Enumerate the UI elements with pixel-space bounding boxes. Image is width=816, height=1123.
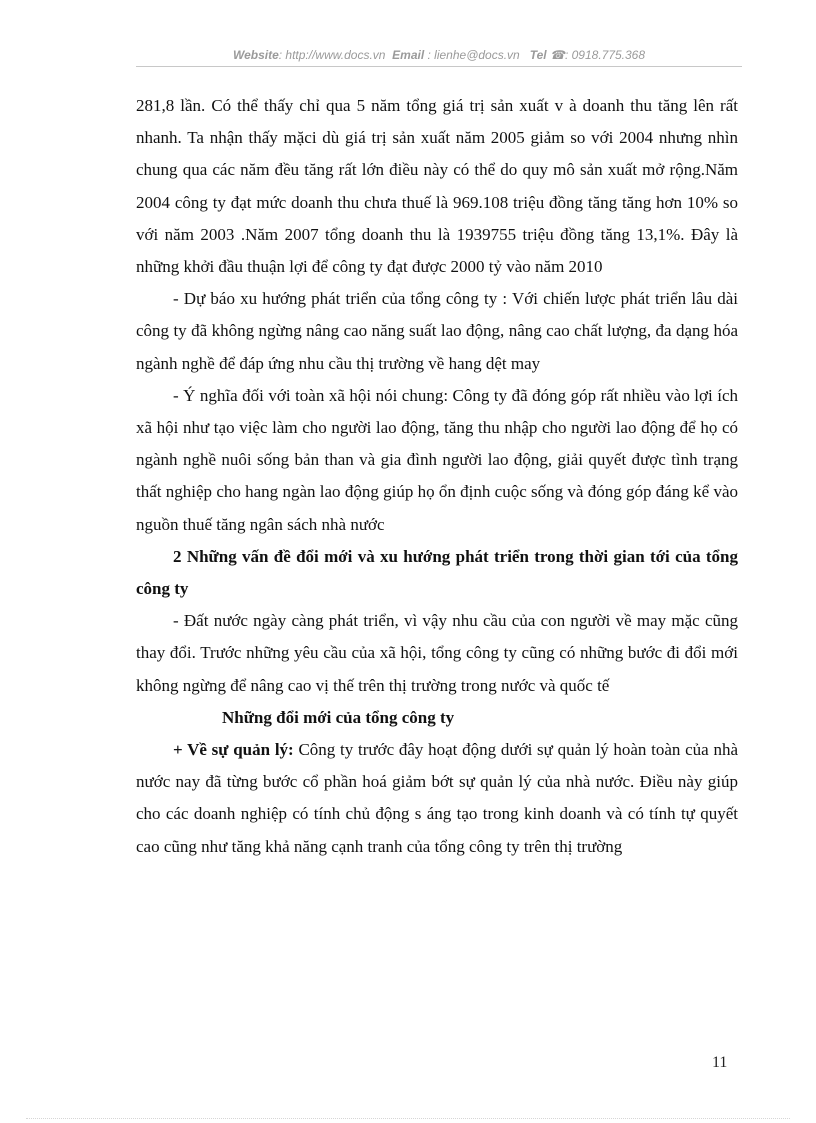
email-value: : lienhe@docs.vn [427,48,520,62]
paragraph-revenue: 281,8 lần. Có thể thấy chỉ qua 5 năm tổng giá trị sản xuất v à doanh thu tăng lên rất nhanh. Ta nhận thấy mặci dù giá trị sản xuất năm 2005 giảm so với 2004 nhưng nhìn chung qua các năm đều tăng rất lớn điều này có thể do quy mô sản xuất mở rộng.Năm 2004 công ty đạt mức doanh thu chưa thuế là 969.108 triệu đồng tăng tăng hơn 10% so với năm 2003 .Năm 2007 tổng doanh thu là 1939755 triệu đồng tăng 13,1%. Đây là những khởi đầu thuận lợi để công ty đạt được 2000 tỷ vào năm 2010 [136,96,738,277]
paragraph-country-development: - Đất nước ngày càng phát triển, vì vậy nhu cầu của con người về may mặc cũng thay đổi. Trước những yêu cầu của xã hội, tổng công ty cũng có những bước đi đổi mới không ngừng để nâng cao vị thế trên thị trường trong nước và quốc tế [136,611,738,695]
page-body [136,90,738,863]
tel-label: Tel [529,48,547,62]
page-header [136,44,742,67]
website-label: Website [232,48,279,62]
paragraph-social-meaning: - Ý nghĩa đối với toàn xã hội nói chung: Công ty đã đóng góp rất nhiều vào lợi ích xã hội như tạo việc làm cho người lao động, tăng thu nhập cho người lao động để họ có ngành nghề nuôi sống bản than và gia đình người lao động, giải quyết được tình trạng thất nghiệp cho hang ngàn lao động giúp họ ổn định cuộc sống và đóng góp đáng kể vào nguồn thuế tăng ngân sách nhà nước [136,385,738,534]
email-label: Email [392,48,425,62]
management-text: Công ty trước đây hoạt động dưới sự quản lý hoàn toàn của nhà nước nay đã từng bước cổ phần hoá giảm bớt sự quản lý của nhà nước. Điều này giúp cho các doanh nghiệp có tính chủ động s áng tạo trong kinh doanh và có tính tự quyết cao cũng như tăng khả năng cạnh tranh của tổng công ty trên thị trường [136,740,738,856]
subsection-heading: Những đổi mới của tổng công ty [222,707,455,727]
phone-icon: ☎ [550,48,565,62]
tel-value: : 0918.775.368 [564,48,646,62]
footer-divider [26,1118,790,1119]
page-number: 11 [712,1054,728,1071]
paragraph-forecast: - Dự báo xu hướng phát triển của tổng công ty : Với chiến lược phát triển lâu dài công ty đã không ngừng nâng cao năng suất lao động, nâng cao chất lượng, đa dạng hóa ngành nghề để đáp ứng nhu cầu thị trường về hang dệt may [136,289,738,373]
section-heading: 2 Những vấn đề đổi mới và xu hướng phát triển trong thời gian tới của tổng công ty [136,546,738,599]
management-label: + Về sự quản lý: [173,740,294,760]
website-value: : http://www.docs.vn [278,48,386,62]
paragraph-management [136,734,738,863]
